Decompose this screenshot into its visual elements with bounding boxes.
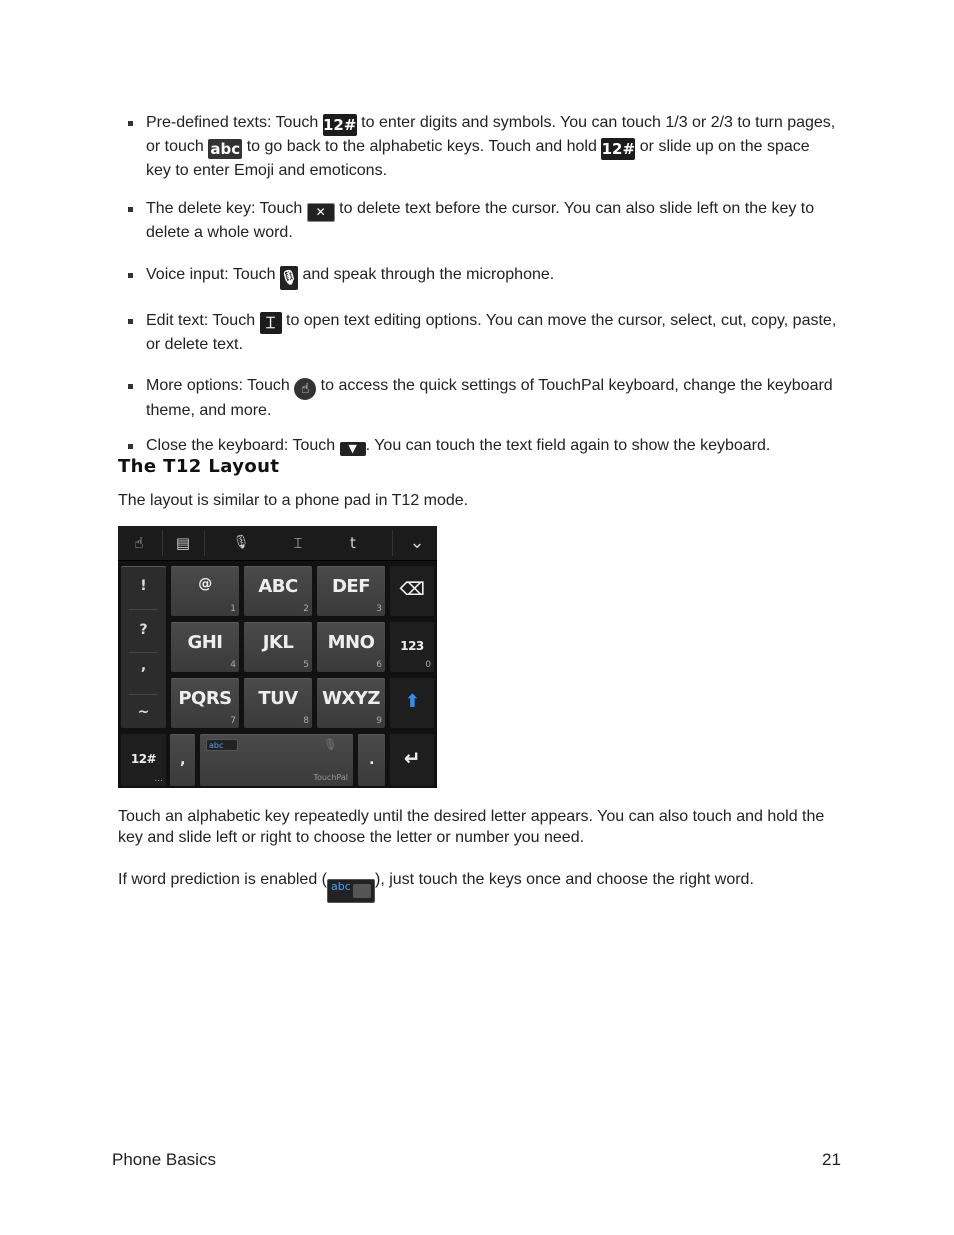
key-7: PQRS 7 [171, 678, 239, 728]
symbol-comma: , [140, 658, 147, 674]
list-item: More options: Touch ☝ to access the quick settings of TouchPal keyboard, change the keyboard theme, and more. [118, 375, 838, 421]
prediction-toggle: abc [206, 739, 238, 751]
text-cursor-icon: ⌶ [260, 312, 282, 334]
period-key: . [358, 734, 385, 786]
key-9: WXYZ 9 [317, 678, 385, 728]
list-item: The delete key: Touch ✕ to delete text before the cursor. You can also slide left on the key to delete a whole word. [118, 198, 838, 243]
body-paragraph: If word prediction is enabled ( abc ), just touch the keys once and choose the right word. [118, 869, 838, 903]
key-3: DEF 3 [317, 566, 385, 616]
key-4: GHI 4 [171, 622, 239, 672]
microphone-icon: 🎙 [323, 738, 337, 751]
shift-arrow-icon: ⬆ [404, 691, 420, 712]
toolbar-divider [392, 530, 393, 556]
comma-key: , [170, 734, 195, 786]
toolbar-divider [162, 530, 163, 556]
key-8: TUV 8 [244, 678, 312, 728]
chevron-down-icon: ▼ [340, 442, 366, 456]
list-item: Close the keyboard: Touch ▼ . You can touch the text field again to show the keyboard. [118, 435, 838, 456]
list-item: Pre-defined texts: Touch 12# to enter digits and symbols. You can touch 1/3 or 2/3 to turn pages, or touch abc to go back to the alphabetic keys. Touch and hold 12# or slide up on the space key to enter Emoji and emoticons. [118, 112, 838, 181]
shift-key [390, 678, 434, 728]
delete-key [390, 566, 434, 616]
backspace-icon: ⌫ [399, 579, 425, 600]
word-prediction-icon: abc [327, 879, 375, 903]
symbol-divider [129, 609, 158, 610]
space-brand: TouchPal [313, 773, 348, 782]
touch-hand-icon: ☝ [134, 534, 144, 552]
microphone-icon: 🎙 [280, 266, 298, 290]
twelve-hash-key-icon: 12# [322, 116, 357, 134]
key-2: ABC 2 [244, 566, 312, 616]
footer-section-name: Phone Basics [112, 1150, 216, 1169]
key-5: JKL 5 [244, 622, 312, 672]
enter-arrow-icon: ↵ [403, 746, 421, 770]
abc-key-icon: abc [208, 139, 242, 159]
intro-text: The layout is similar to a phone pad in T12 mode. [118, 492, 469, 509]
microphone-icon: 🎙 [232, 535, 250, 550]
text-cursor-icon: ⌶ [293, 534, 303, 552]
twitter-icon: t [350, 534, 356, 552]
page-number: 21 [822, 1150, 841, 1169]
twelve-hash-key-icon: 12# [601, 140, 636, 158]
symbol-divider [129, 694, 158, 695]
numbers-key: 123 0 [390, 622, 434, 672]
mode-key: 12# ... [121, 734, 166, 786]
list-item: Edit text: Touch ⌶ to open text editing options. You can move the cursor, select, cut, copy, paste, or delete text. [118, 310, 838, 355]
space-key [200, 734, 353, 786]
chevron-down-icon: ⌄ [409, 532, 425, 553]
symbol-exclamation: ! [140, 578, 147, 594]
key-6: MNO 6 [317, 622, 385, 672]
layout-en-icon: ▤ [175, 534, 191, 552]
symbol-divider [129, 652, 158, 653]
feature-list [118, 112, 838, 456]
delete-key-icon: ✕ [307, 203, 335, 222]
symbol-tilde: ~ [137, 704, 150, 720]
list-item: Voice input: Touch 🎙 and speak through the microphone. [118, 264, 838, 290]
symbol-question: ? [139, 622, 148, 638]
toolbar-divider [204, 530, 205, 556]
symbol-column [121, 566, 166, 728]
enter-key [390, 734, 434, 786]
touch-hand-icon: ☝ [294, 378, 316, 400]
key-1: @ 1 [171, 566, 239, 616]
section-title: The T12 Layout [118, 456, 280, 477]
body-paragraph: Touch an alphabetic key repeatedly until the desired letter appears. You can also touch and hold the key and slide left or right to choose the letter or number you need. [118, 808, 825, 846]
keyboard-toolbar [118, 526, 437, 561]
t12-keyboard-image [118, 526, 437, 788]
